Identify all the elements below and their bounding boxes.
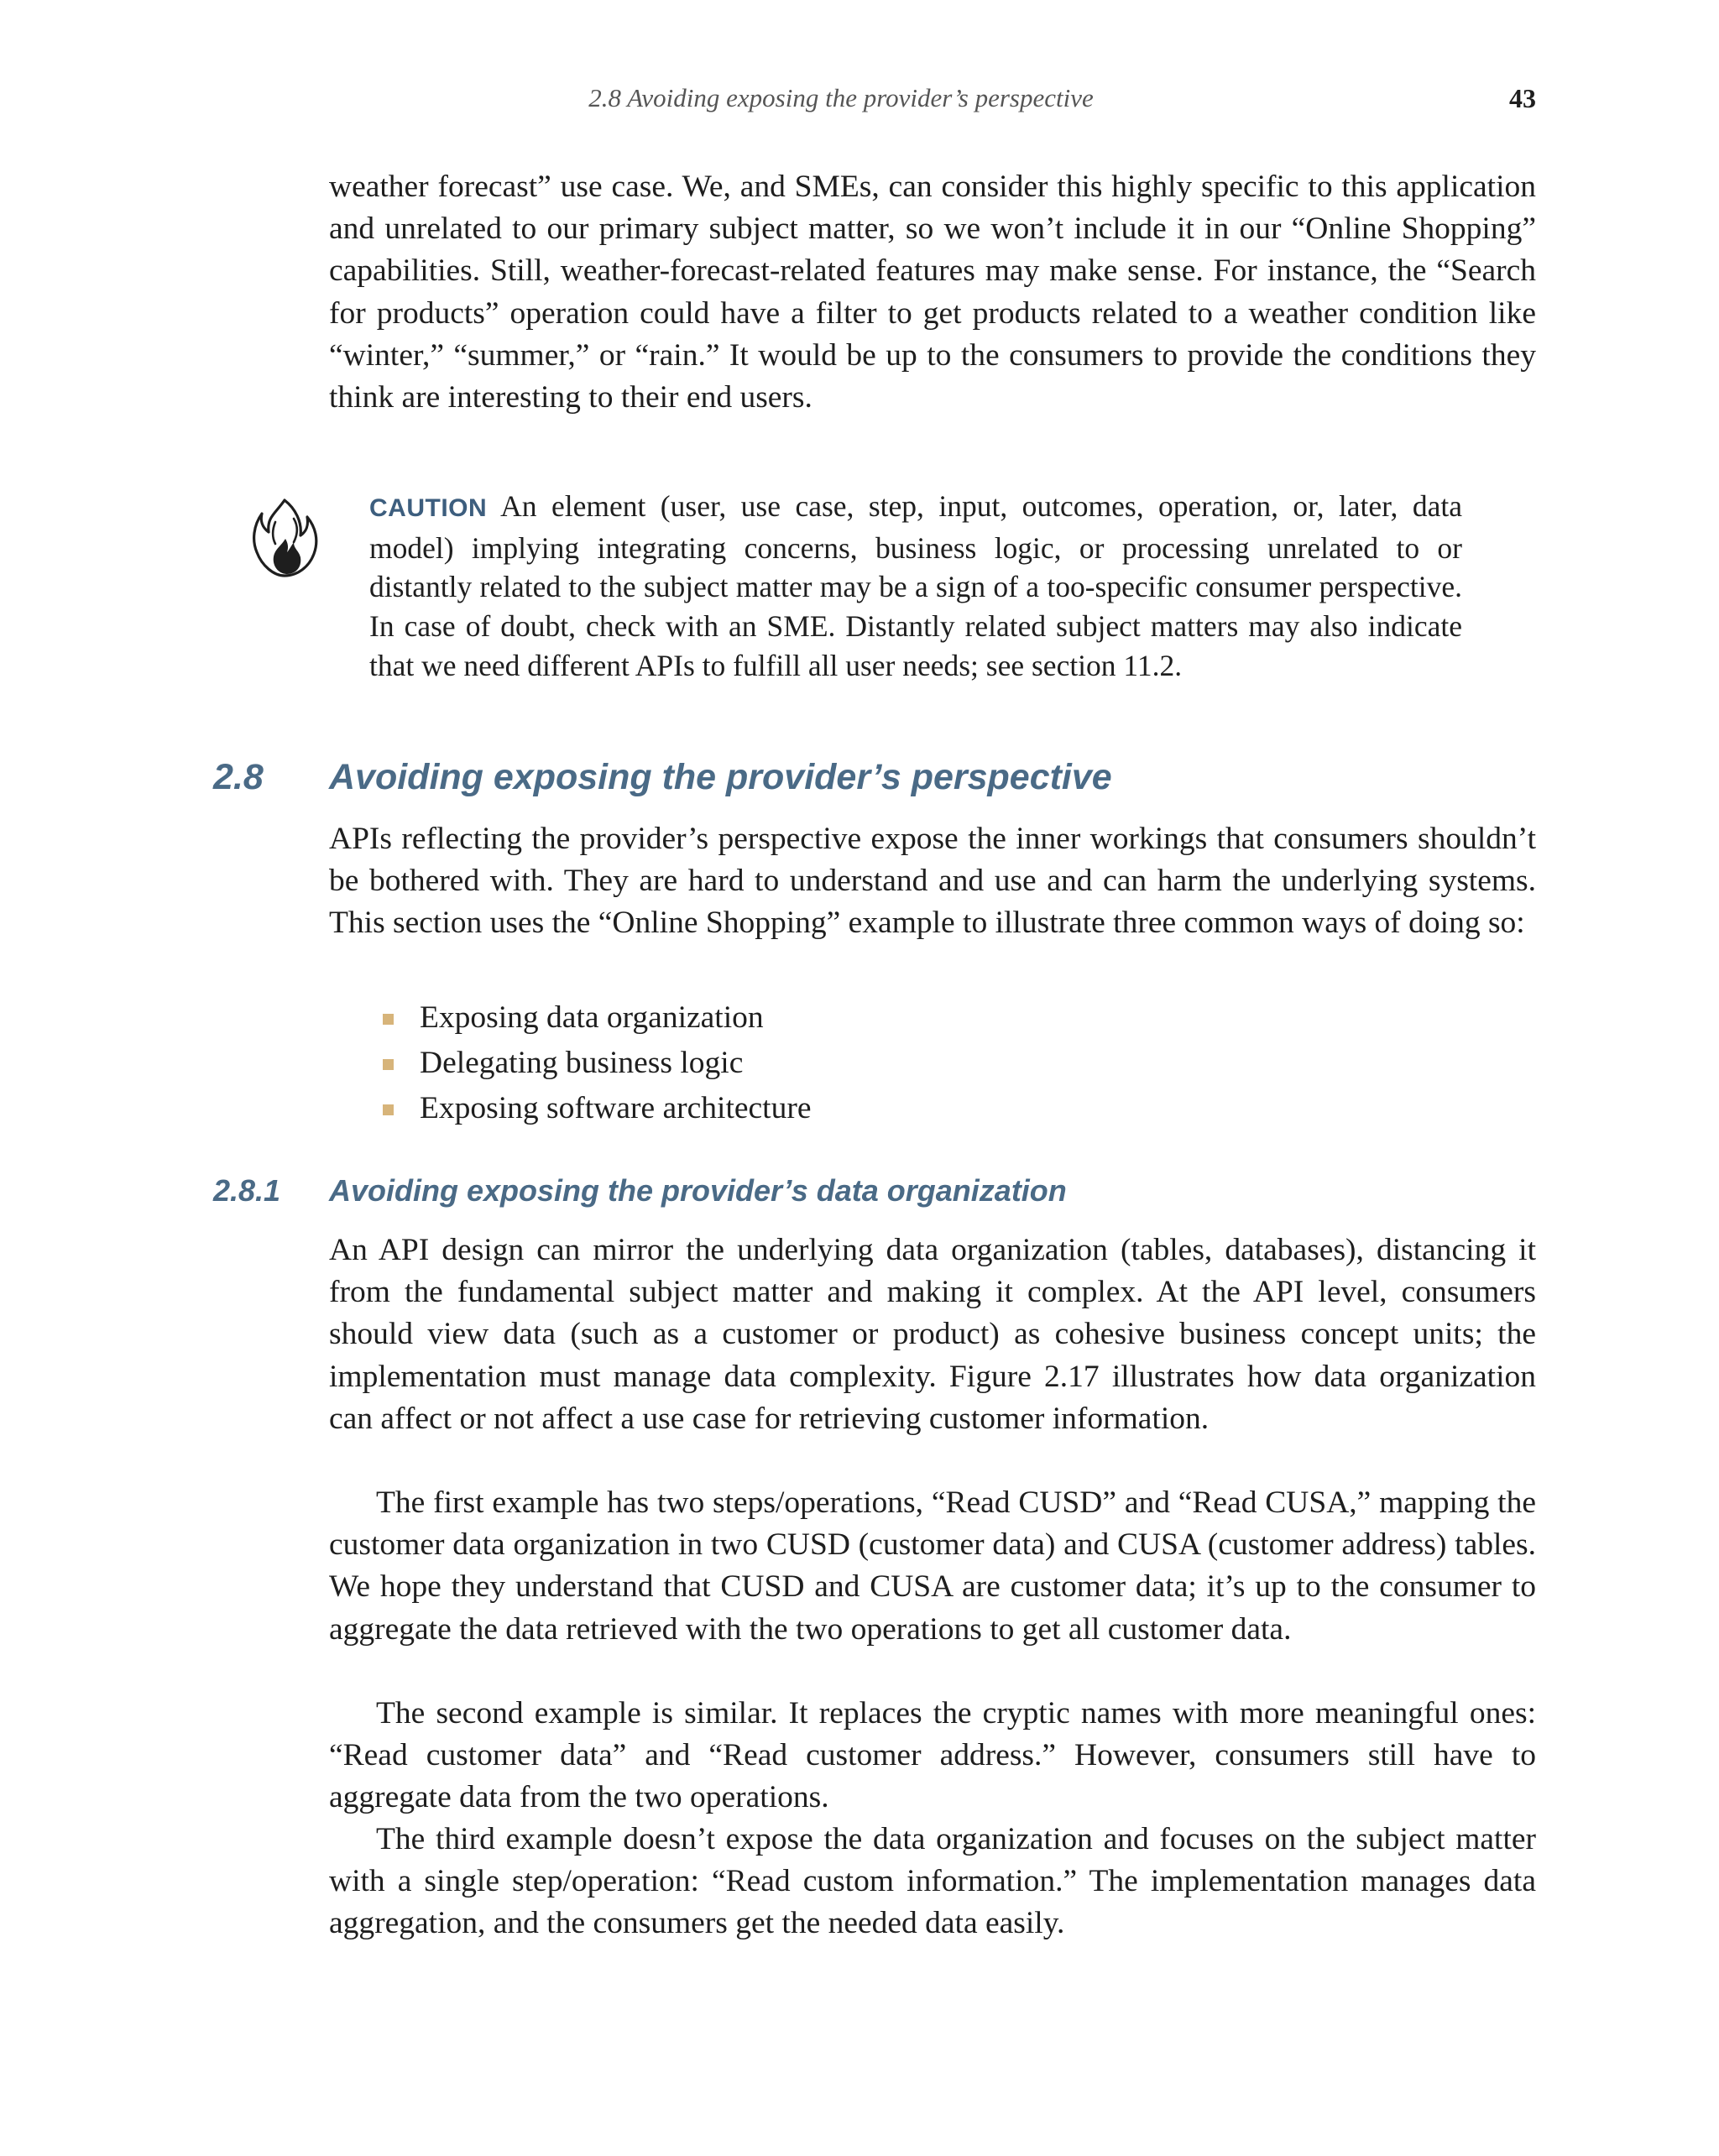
section-heading [213, 757, 1304, 804]
caution-label: CAUTION [369, 494, 488, 522]
bullet-square-icon [383, 1059, 394, 1070]
body-paragraph: APIs reflecting the provider’s perspective expose the inner workings that consumers shouldn’t be bothered with. They are hard to understand and use and can harm the underlying systems. This section uses the “Online Shopping” example to illustrate three common ways of doing so: [329, 822, 1536, 941]
section-number: 2.8 [213, 757, 264, 797]
bullet-square-icon [383, 1014, 394, 1025]
running-header-title: 2.8 Avoiding exposing the provider’s perspective [588, 83, 1094, 112]
fire-icon [250, 497, 319, 581]
bullet-list [376, 995, 811, 1131]
running-header [329, 77, 1536, 119]
body-paragraph: weather forecast” use case. We, and SMEs, can consider this highly specific to this application and unrelated to our primary subject matter, so we won’t include it in our “Online Shopping” capabilities. Still, weather-forecast-related features may make sense. For instance, the “Search for products” operation could have a filter to get products related to a weather condition like “winter,” “summer,” or “rain.” It would be up to the consumers to provide the conditions they think are interesting to their end users. [329, 170, 1536, 415]
bullet-square-icon [383, 1104, 394, 1115]
subsection-heading [213, 1173, 1304, 1214]
list-item-text: Exposing software architecture [420, 1091, 812, 1125]
body-paragraph: The first example has two steps/operations, “Read CUSD” and “Read CUSA,” mapping the customer data organization in two CUSD (customer data) and CUSA (customer address) tables. We hope they understand that CUSD and CUSA are customer data; it’s up to the consumer to aggregate the data retrieved with the two operations to get all customer data. [329, 1485, 1536, 1647]
list-item [376, 1041, 811, 1086]
page-number: 43 [1509, 83, 1536, 113]
subsection-number: 2.8.1 [213, 1173, 281, 1208]
subsection-title: Avoiding exposing the provider’s data organization [329, 1173, 1067, 1208]
caution-note [369, 487, 1462, 686]
section-title: Avoiding exposing the provider’s perspective [329, 757, 1112, 797]
list-item-text: Exposing data organization [420, 1000, 764, 1035]
list-item [376, 1086, 811, 1131]
caution-text: An element (user, use case, step, input, outcomes, operation, or, later, data model) implying integrating concerns, business logic, or processing unrelated to or distantly related to the subject matter may be a sign of a too-specific consumer perspective. In case of doubt, check with an SME. Distantly related subject matters may also indicate that we need different APIs to fulfill all user needs; see section 11.2. [369, 489, 1462, 682]
body-paragraph: An API design can mirror the underlying data organization (tables, databases), distancing it from the fundamental subject matter and making it complex. At the API level, consumers should view data (such as a customer or product) as cohesive business concept units; the implementation must manage data complexity. Figure 2.17 illustrates how data organization can affect or not affect a use case for retrieving customer information. [329, 1233, 1536, 1436]
list-item-text: Delegating business logic [420, 1046, 744, 1080]
body-paragraph: The third example doesn’t expose the data organization and focuses on the subject matter with a single step/operation: “Read custom information.” The implementation manages data aggregation, and the consumers get the needed data easily. [329, 1822, 1536, 1941]
list-item [376, 995, 811, 1041]
body-paragraph: The second example is similar. It replaces the cryptic names with more meaningful ones: “Read customer data” and “Read customer address.” However, consumers still have to aggregate data from the two operations. [329, 1696, 1536, 1815]
